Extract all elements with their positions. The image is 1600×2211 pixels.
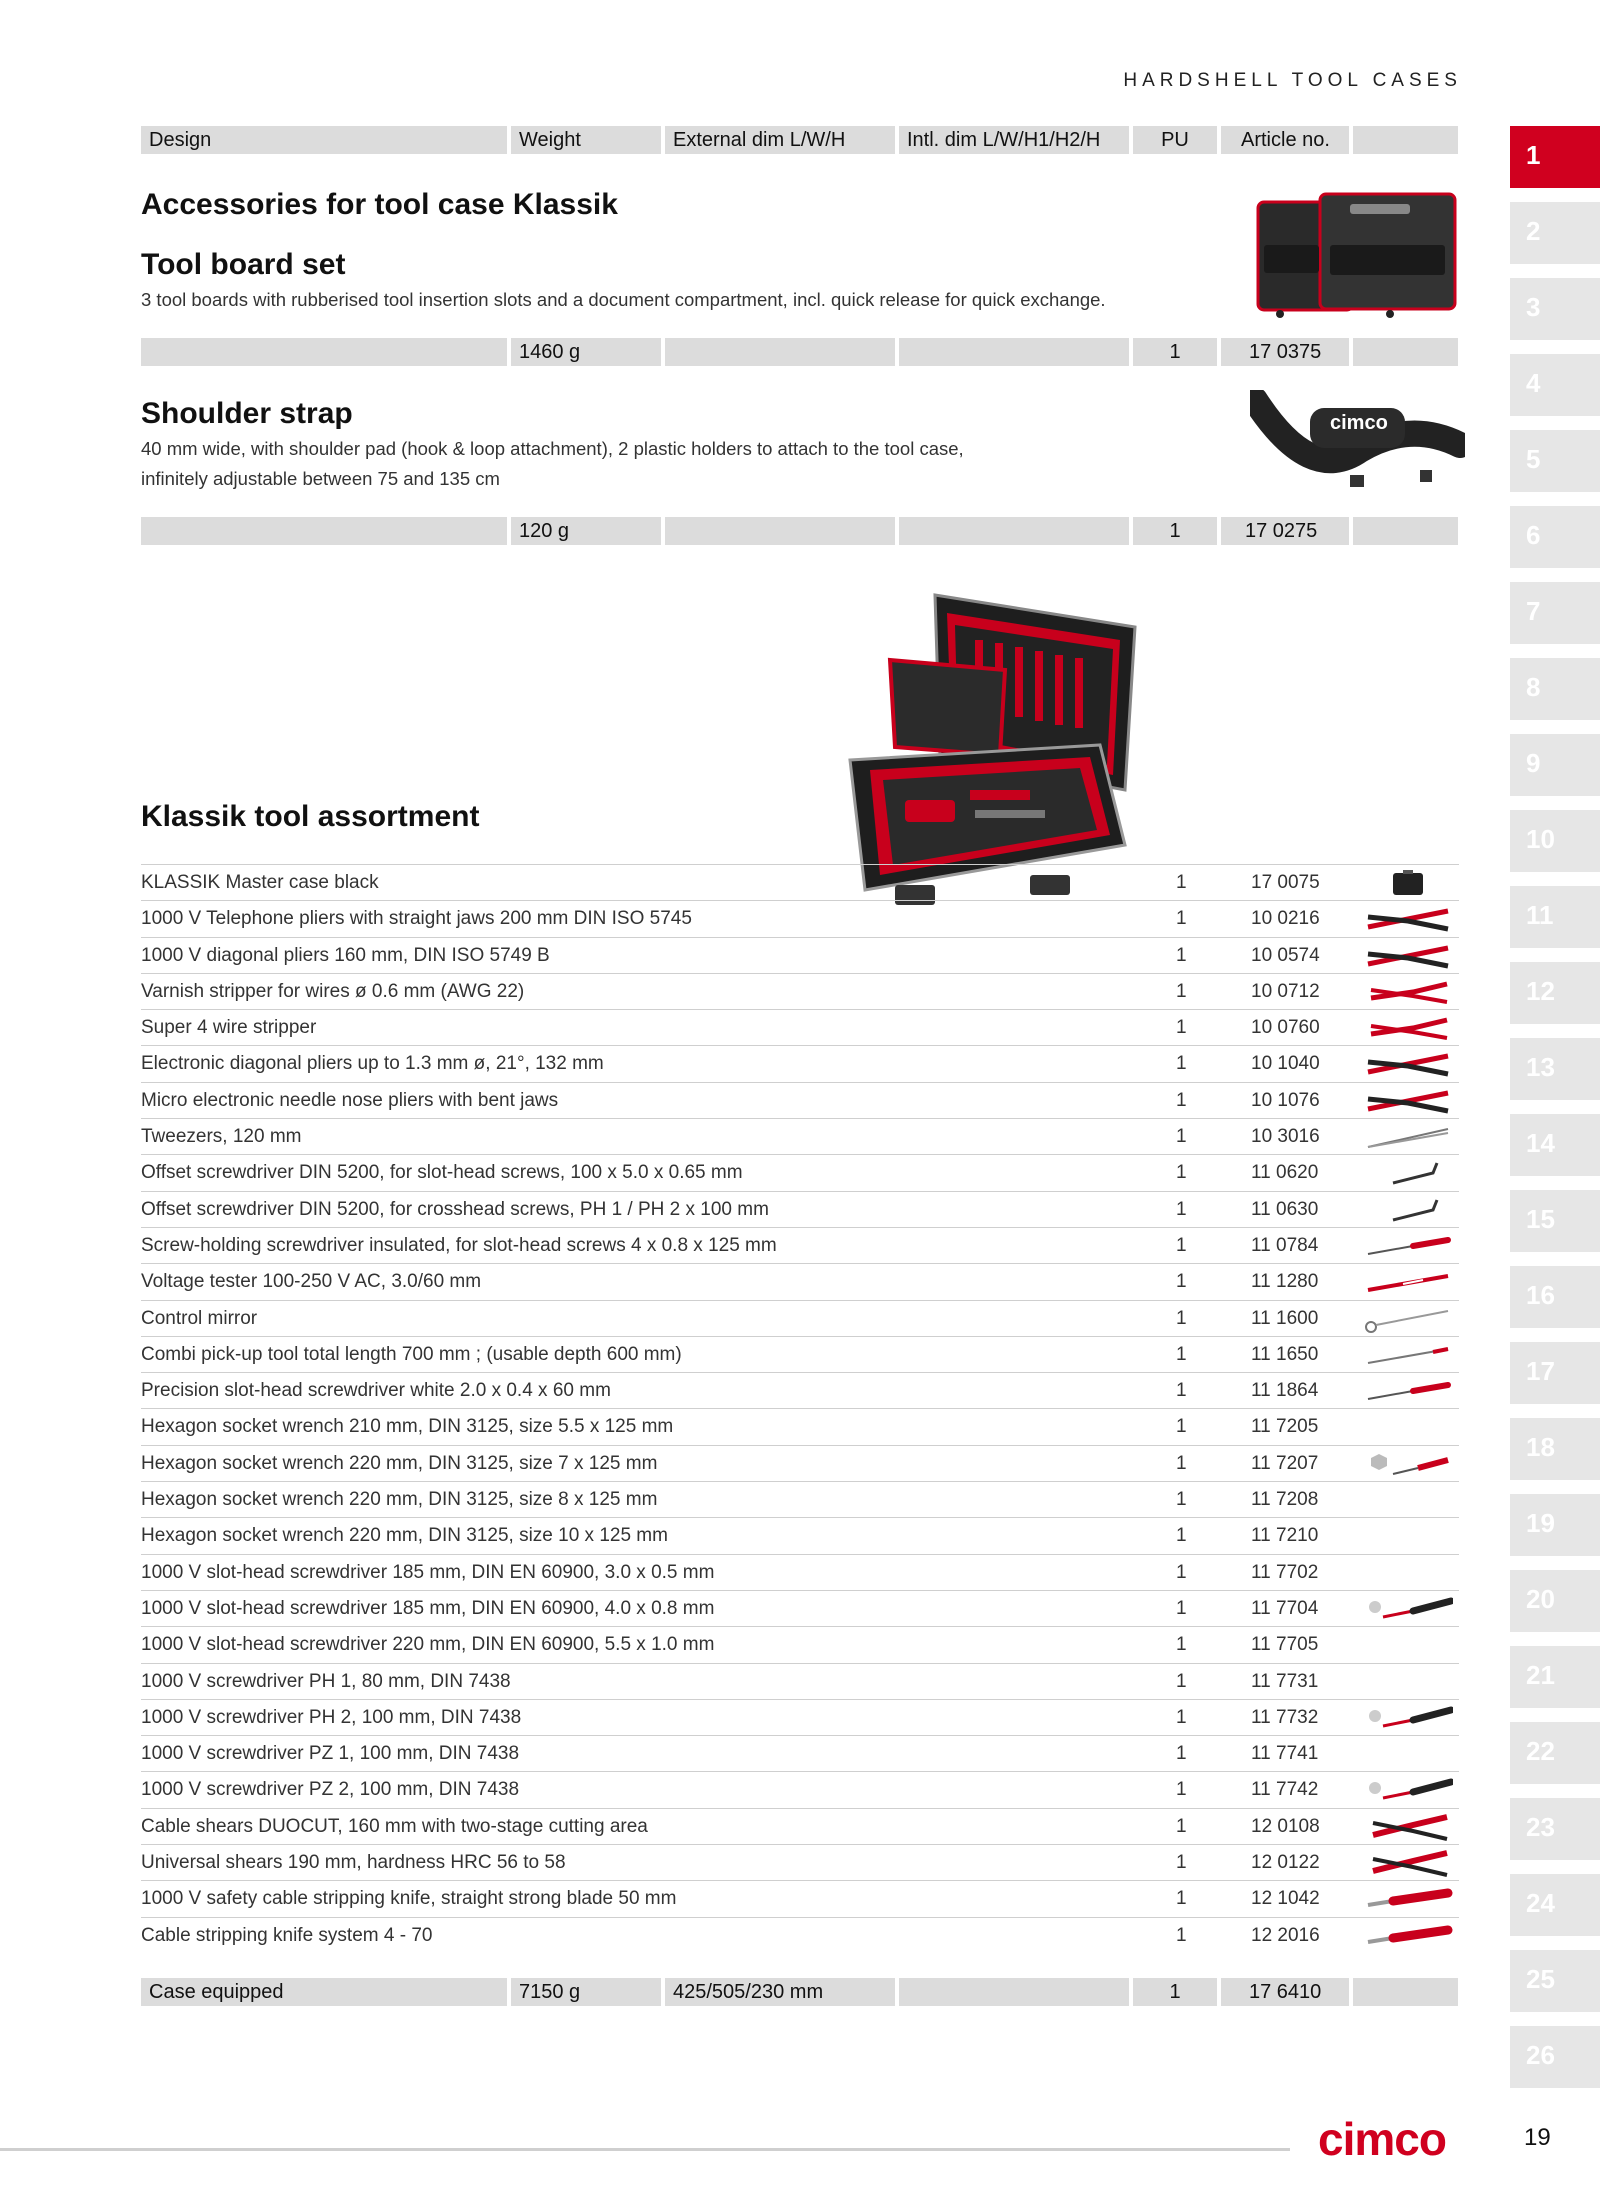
item-pu: 1 bbox=[1176, 1234, 1187, 1256]
chapter-tab-12[interactable]: 12 bbox=[1510, 962, 1600, 1024]
item-description: 1000 V screwdriver PZ 1, 100 mm, DIN 7438 bbox=[141, 1743, 520, 1765]
table-row bbox=[141, 1554, 1459, 1590]
table-row bbox=[141, 1227, 1459, 1263]
item-description: Voltage tester 100-250 V AC, 3.0/60 mm bbox=[141, 1271, 482, 1293]
item-description: Hexagon socket wrench 220 mm, DIN 3125, size 7 x 125 mm bbox=[141, 1452, 658, 1474]
item-pu: 1 bbox=[1176, 1089, 1187, 1111]
chapter-tab-20[interactable]: 20 bbox=[1510, 1570, 1600, 1632]
chapter-tab-19[interactable]: 19 bbox=[1510, 1494, 1600, 1556]
screwdriver-icon bbox=[1363, 1377, 1453, 1405]
chapter-tab-7[interactable]: 7 bbox=[1510, 582, 1600, 644]
item-description: 1000 V slot-head screwdriver 185 mm, DIN EN 60900, 4.0 x 0.8 mm bbox=[141, 1597, 715, 1619]
chapter-tab-15[interactable]: 15 bbox=[1510, 1190, 1600, 1252]
chapter-tab-16[interactable]: 16 bbox=[1510, 1266, 1600, 1328]
chapter-tab-5[interactable]: 5 bbox=[1510, 430, 1600, 492]
item-article: 11 7732 bbox=[1251, 1706, 1319, 1728]
item-description: 1000 V diagonal pliers 160 mm, DIN ISO 5749 B bbox=[141, 944, 550, 966]
chapter-tab-14[interactable]: 14 bbox=[1510, 1114, 1600, 1176]
shoulder-strap-title: Shoulder strap bbox=[141, 397, 353, 430]
page-number: 19 bbox=[1524, 2124, 1551, 2151]
item-pu: 1 bbox=[1176, 1634, 1187, 1656]
item-pu: 1 bbox=[1176, 1053, 1187, 1075]
item-description: Micro electronic needle nose pliers with bent jaws bbox=[141, 1089, 559, 1111]
item-pu: 1 bbox=[1176, 1307, 1187, 1329]
item-pu: 1 bbox=[1176, 1597, 1187, 1619]
item-description: Universal shears 190 mm, hardness HRC 56 to 58 bbox=[141, 1852, 566, 1874]
chapter-tab-23[interactable]: 23 bbox=[1510, 1798, 1600, 1860]
table-row bbox=[141, 1663, 1459, 1699]
vde-screwdriver-icon bbox=[1363, 1776, 1453, 1804]
item-description: Precision slot-head screwdriver white 2.0 x 0.4 x 60 mm bbox=[141, 1380, 611, 1402]
chapter-tab-6[interactable]: 6 bbox=[1510, 506, 1600, 568]
item-pu: 1 bbox=[1176, 1126, 1187, 1148]
accessories-title: Accessories for tool case Klassik bbox=[141, 188, 618, 221]
item-pu: 1 bbox=[1176, 908, 1187, 930]
col-image bbox=[1353, 126, 1458, 154]
shears-icon bbox=[1363, 1849, 1453, 1877]
chapter-tab-26[interactable]: 26 bbox=[1510, 2026, 1600, 2088]
total-design: Case equipped bbox=[141, 1978, 507, 2006]
item-pu: 1 bbox=[1176, 1561, 1187, 1583]
item-pu: 1 bbox=[1176, 1743, 1187, 1765]
item-description: Cable stripping knife system 4 - 70 bbox=[141, 1924, 433, 1946]
table-row bbox=[141, 1300, 1459, 1336]
item-description: 1000 V safety cable stripping knife, straight strong blade 50 mm bbox=[141, 1888, 677, 1910]
item-description: 1000 V slot-head screwdriver 220 mm, DIN EN 60900, 5.5 x 1.0 mm bbox=[141, 1634, 715, 1656]
chapter-tab-21[interactable]: 21 bbox=[1510, 1646, 1600, 1708]
tool-board-article: 17 0375 bbox=[1221, 338, 1349, 366]
vde-screwdriver-icon bbox=[1363, 1704, 1453, 1732]
footer-divider bbox=[0, 2148, 1290, 2151]
shoulder-strap-desc-1: 40 mm wide, with shoulder pad (hook & loop attachment), 2 plastic holders to attach to the tool case, bbox=[141, 438, 964, 459]
item-pu: 1 bbox=[1176, 1888, 1187, 1910]
shoulder-strap-image bbox=[1250, 390, 1465, 500]
table-row bbox=[141, 1045, 1459, 1081]
item-pu: 1 bbox=[1176, 1852, 1187, 1874]
item-description: Control mirror bbox=[141, 1307, 258, 1329]
socket-wrench-icon bbox=[1363, 1450, 1453, 1478]
item-description: 1000 V screwdriver PZ 2, 100 mm, DIN 7438 bbox=[141, 1779, 520, 1801]
item-article: 10 0712 bbox=[1251, 980, 1320, 1002]
item-description: 1000 V screwdriver PH 2, 100 mm, DIN 7438 bbox=[141, 1706, 522, 1728]
item-article: 10 0216 bbox=[1251, 908, 1320, 930]
pickup-tool-icon bbox=[1363, 1341, 1453, 1369]
total-weight: 7150 g bbox=[511, 1978, 661, 2006]
table-row bbox=[141, 1917, 1459, 1953]
table-row bbox=[141, 937, 1459, 973]
item-description: Tweezers, 120 mm bbox=[141, 1126, 302, 1148]
table-row bbox=[141, 1517, 1459, 1553]
item-article: 11 0784 bbox=[1251, 1234, 1319, 1256]
item-description: Super 4 wire stripper bbox=[141, 1017, 317, 1039]
table-row bbox=[141, 864, 1459, 900]
stripper-icon bbox=[1363, 1014, 1453, 1042]
table-row bbox=[141, 900, 1459, 936]
col-design: Design bbox=[141, 126, 507, 154]
item-article: 11 7205 bbox=[1251, 1416, 1319, 1438]
table-row bbox=[141, 1336, 1459, 1372]
item-article: 10 3016 bbox=[1251, 1126, 1320, 1148]
chapter-tab-10[interactable]: 10 bbox=[1510, 810, 1600, 872]
section-header: HARDSHELL TOOL CASES bbox=[1123, 70, 1462, 91]
item-article: 10 1040 bbox=[1251, 1053, 1320, 1075]
item-article: 11 7742 bbox=[1251, 1779, 1319, 1801]
offset-screwdriver-icon bbox=[1363, 1159, 1453, 1187]
table-row bbox=[141, 1481, 1459, 1517]
item-article: 10 1076 bbox=[1251, 1089, 1320, 1111]
col-internal: Intl. dim L/W/H1/H2/H bbox=[899, 126, 1129, 154]
col-weight: Weight bbox=[511, 126, 661, 154]
total-pu: 1 bbox=[1133, 1978, 1217, 2006]
item-article: 11 7210 bbox=[1251, 1525, 1319, 1547]
col-article: Article no. bbox=[1221, 126, 1349, 154]
chapter-tab-22[interactable]: 22 bbox=[1510, 1722, 1600, 1784]
item-pu: 1 bbox=[1176, 1162, 1187, 1184]
tool-board-title: Tool board set bbox=[141, 248, 346, 281]
item-description: Screw-holding screwdriver insulated, for slot-head screws 4 x 0.8 x 125 mm bbox=[141, 1234, 777, 1256]
col-pu: PU bbox=[1133, 126, 1217, 154]
table-row bbox=[141, 1699, 1459, 1735]
tool-board-desc: 3 tool boards with rubberised tool insertion slots and a document compartment, incl. quick release for quick exchange. bbox=[141, 289, 1106, 310]
chapter-tabs bbox=[1510, 126, 1600, 2102]
item-description: Offset screwdriver DIN 5200, for crosshead screws, PH 1 / PH 2 x 100 mm bbox=[141, 1198, 769, 1220]
table-row bbox=[141, 1009, 1459, 1045]
item-article: 11 7731 bbox=[1251, 1670, 1319, 1692]
item-pu: 1 bbox=[1176, 1779, 1187, 1801]
mirror-icon bbox=[1363, 1305, 1453, 1333]
item-article: 11 1864 bbox=[1251, 1380, 1319, 1402]
case-icon bbox=[1363, 869, 1453, 897]
item-description: Hexagon socket wrench 220 mm, DIN 3125, size 10 x 125 mm bbox=[141, 1525, 668, 1547]
vde-screwdriver-icon bbox=[1363, 1595, 1453, 1623]
item-pu: 1 bbox=[1176, 1380, 1187, 1402]
item-description: 1000 V screwdriver PH 1, 80 mm, DIN 7438 bbox=[141, 1670, 511, 1692]
item-article: 12 1042 bbox=[1251, 1888, 1320, 1910]
item-pu: 1 bbox=[1176, 944, 1187, 966]
chapter-tab-1[interactable]: 1 bbox=[1510, 126, 1600, 188]
item-article: 12 2016 bbox=[1251, 1924, 1320, 1946]
table-row bbox=[141, 1808, 1459, 1844]
chapter-tab-9[interactable]: 9 bbox=[1510, 734, 1600, 796]
table-row bbox=[141, 1118, 1459, 1154]
voltage-tester-icon bbox=[1363, 1268, 1453, 1296]
table-row bbox=[141, 1880, 1459, 1916]
screwdriver-icon bbox=[1363, 1232, 1453, 1260]
chapter-tab-4[interactable]: 4 bbox=[1510, 354, 1600, 416]
table-row bbox=[141, 1445, 1459, 1481]
chapter-tab-17[interactable]: 17 bbox=[1510, 1342, 1600, 1404]
item-article: 11 1600 bbox=[1251, 1307, 1319, 1329]
item-pu: 1 bbox=[1176, 1017, 1187, 1039]
knife-icon bbox=[1363, 1885, 1453, 1913]
item-description: Hexagon socket wrench 210 mm, DIN 3125, size 5.5 x 125 mm bbox=[141, 1416, 674, 1438]
col-external: External dim L/W/H bbox=[665, 126, 895, 154]
item-pu: 1 bbox=[1176, 980, 1187, 1002]
shoulder-strap-weight: 120 g bbox=[511, 517, 661, 545]
table-row bbox=[141, 1408, 1459, 1444]
item-pu: 1 bbox=[1176, 1924, 1187, 1946]
item-pu: 1 bbox=[1176, 1416, 1187, 1438]
item-pu: 1 bbox=[1176, 1198, 1187, 1220]
table-row bbox=[141, 1844, 1459, 1880]
tool-board-pu: 1 bbox=[1133, 338, 1217, 366]
pliers-icon bbox=[1363, 942, 1453, 970]
item-article: 11 1280 bbox=[1251, 1271, 1319, 1293]
item-pu: 1 bbox=[1176, 1271, 1187, 1293]
table-row bbox=[141, 1372, 1459, 1408]
total-article: 17 6410 bbox=[1221, 1978, 1349, 2006]
item-article: 11 7702 bbox=[1251, 1561, 1319, 1583]
item-description: Hexagon socket wrench 220 mm, DIN 3125, size 8 x 125 mm bbox=[141, 1489, 658, 1511]
item-description: Offset screwdriver DIN 5200, for slot-head screws, 100 x 5.0 x 0.65 mm bbox=[141, 1162, 743, 1184]
item-pu: 1 bbox=[1176, 1452, 1187, 1474]
item-article: 11 0630 bbox=[1251, 1198, 1319, 1220]
item-article: 11 7705 bbox=[1251, 1634, 1319, 1656]
item-list bbox=[141, 864, 1459, 1953]
tweezers-icon bbox=[1363, 1123, 1453, 1151]
item-article: 11 7741 bbox=[1251, 1743, 1319, 1765]
item-description: Combi pick-up tool total length 700 mm ; (usable depth 600 mm) bbox=[141, 1343, 682, 1365]
chapter-tab-24[interactable]: 24 bbox=[1510, 1874, 1600, 1936]
offset-screwdriver-icon bbox=[1363, 1196, 1453, 1224]
item-description: 1000 V Telephone pliers with straight jaws 200 mm DIN ISO 5745 bbox=[141, 908, 692, 930]
shoulder-strap-desc-2: infinitely adjustable between 75 and 135 cm bbox=[141, 468, 500, 489]
chapter-tab-2[interactable]: 2 bbox=[1510, 202, 1600, 264]
strap-logo-text: cimco bbox=[1330, 412, 1388, 434]
item-description: KLASSIK Master case black bbox=[141, 872, 379, 893]
shoulder-strap-pu: 1 bbox=[1133, 517, 1217, 545]
item-pu: 1 bbox=[1176, 1489, 1187, 1511]
table-row bbox=[141, 1082, 1459, 1118]
item-article: 11 1650 bbox=[1251, 1343, 1319, 1365]
item-pu: 1 bbox=[1176, 1815, 1187, 1837]
stripper-icon bbox=[1363, 978, 1453, 1006]
table-row bbox=[141, 1626, 1459, 1662]
item-article: 11 7207 bbox=[1251, 1452, 1319, 1474]
shoulder-strap-article: 17 0275 bbox=[1221, 517, 1349, 545]
table-row bbox=[141, 1771, 1459, 1807]
shears-icon bbox=[1363, 1813, 1453, 1841]
assortment-title: Klassik tool assortment bbox=[141, 800, 480, 833]
knife-icon bbox=[1363, 1922, 1453, 1950]
tool-board-weight: 1460 g bbox=[511, 338, 661, 366]
brand-logo: cimco bbox=[1318, 2113, 1446, 2165]
item-article: 12 0108 bbox=[1251, 1815, 1320, 1837]
table-row bbox=[141, 1191, 1459, 1227]
pliers-icon bbox=[1363, 1050, 1453, 1078]
tool-board-image bbox=[1250, 190, 1465, 320]
table-row bbox=[141, 1154, 1459, 1190]
chapter-tab-3[interactable]: 3 bbox=[1510, 278, 1600, 340]
item-description: Varnish stripper for wires ø 0.6 mm (AWG 22) bbox=[141, 980, 525, 1002]
table-row bbox=[141, 1263, 1459, 1299]
chapter-tab-11[interactable]: 11 bbox=[1510, 886, 1600, 948]
item-pu: 1 bbox=[1176, 872, 1187, 893]
item-description: Cable shears DUOCUT, 160 mm with two-stage cutting area bbox=[141, 1815, 648, 1837]
chapter-tab-13[interactable]: 13 bbox=[1510, 1038, 1600, 1100]
chapter-tab-8[interactable]: 8 bbox=[1510, 658, 1600, 720]
pliers-icon bbox=[1363, 1087, 1453, 1115]
item-pu: 1 bbox=[1176, 1525, 1187, 1547]
item-article: 11 0620 bbox=[1251, 1162, 1319, 1184]
table-row bbox=[141, 1590, 1459, 1626]
item-article: 10 0574 bbox=[1251, 944, 1320, 966]
item-pu: 1 bbox=[1176, 1670, 1187, 1692]
item-description: 1000 V slot-head screwdriver 185 mm, DIN EN 60900, 3.0 x 0.5 mm bbox=[141, 1561, 715, 1583]
chapter-tab-18[interactable]: 18 bbox=[1510, 1418, 1600, 1480]
pliers-icon bbox=[1363, 905, 1453, 933]
item-article: 11 7704 bbox=[1251, 1597, 1319, 1619]
item-pu: 1 bbox=[1176, 1706, 1187, 1728]
item-article: 10 0760 bbox=[1251, 1017, 1320, 1039]
table-row bbox=[141, 973, 1459, 1009]
item-article: 11 7208 bbox=[1251, 1489, 1319, 1511]
chapter-tab-25[interactable]: 25 bbox=[1510, 1950, 1600, 2012]
table-row bbox=[141, 1735, 1459, 1771]
total-external: 425/505/230 mm bbox=[665, 1978, 895, 2006]
item-article: 17 0075 bbox=[1251, 872, 1320, 893]
item-description: Electronic diagonal pliers up to 1.3 mm ø, 21°, 132 mm bbox=[141, 1053, 604, 1075]
item-article: 12 0122 bbox=[1251, 1852, 1320, 1874]
item-pu: 1 bbox=[1176, 1343, 1187, 1365]
